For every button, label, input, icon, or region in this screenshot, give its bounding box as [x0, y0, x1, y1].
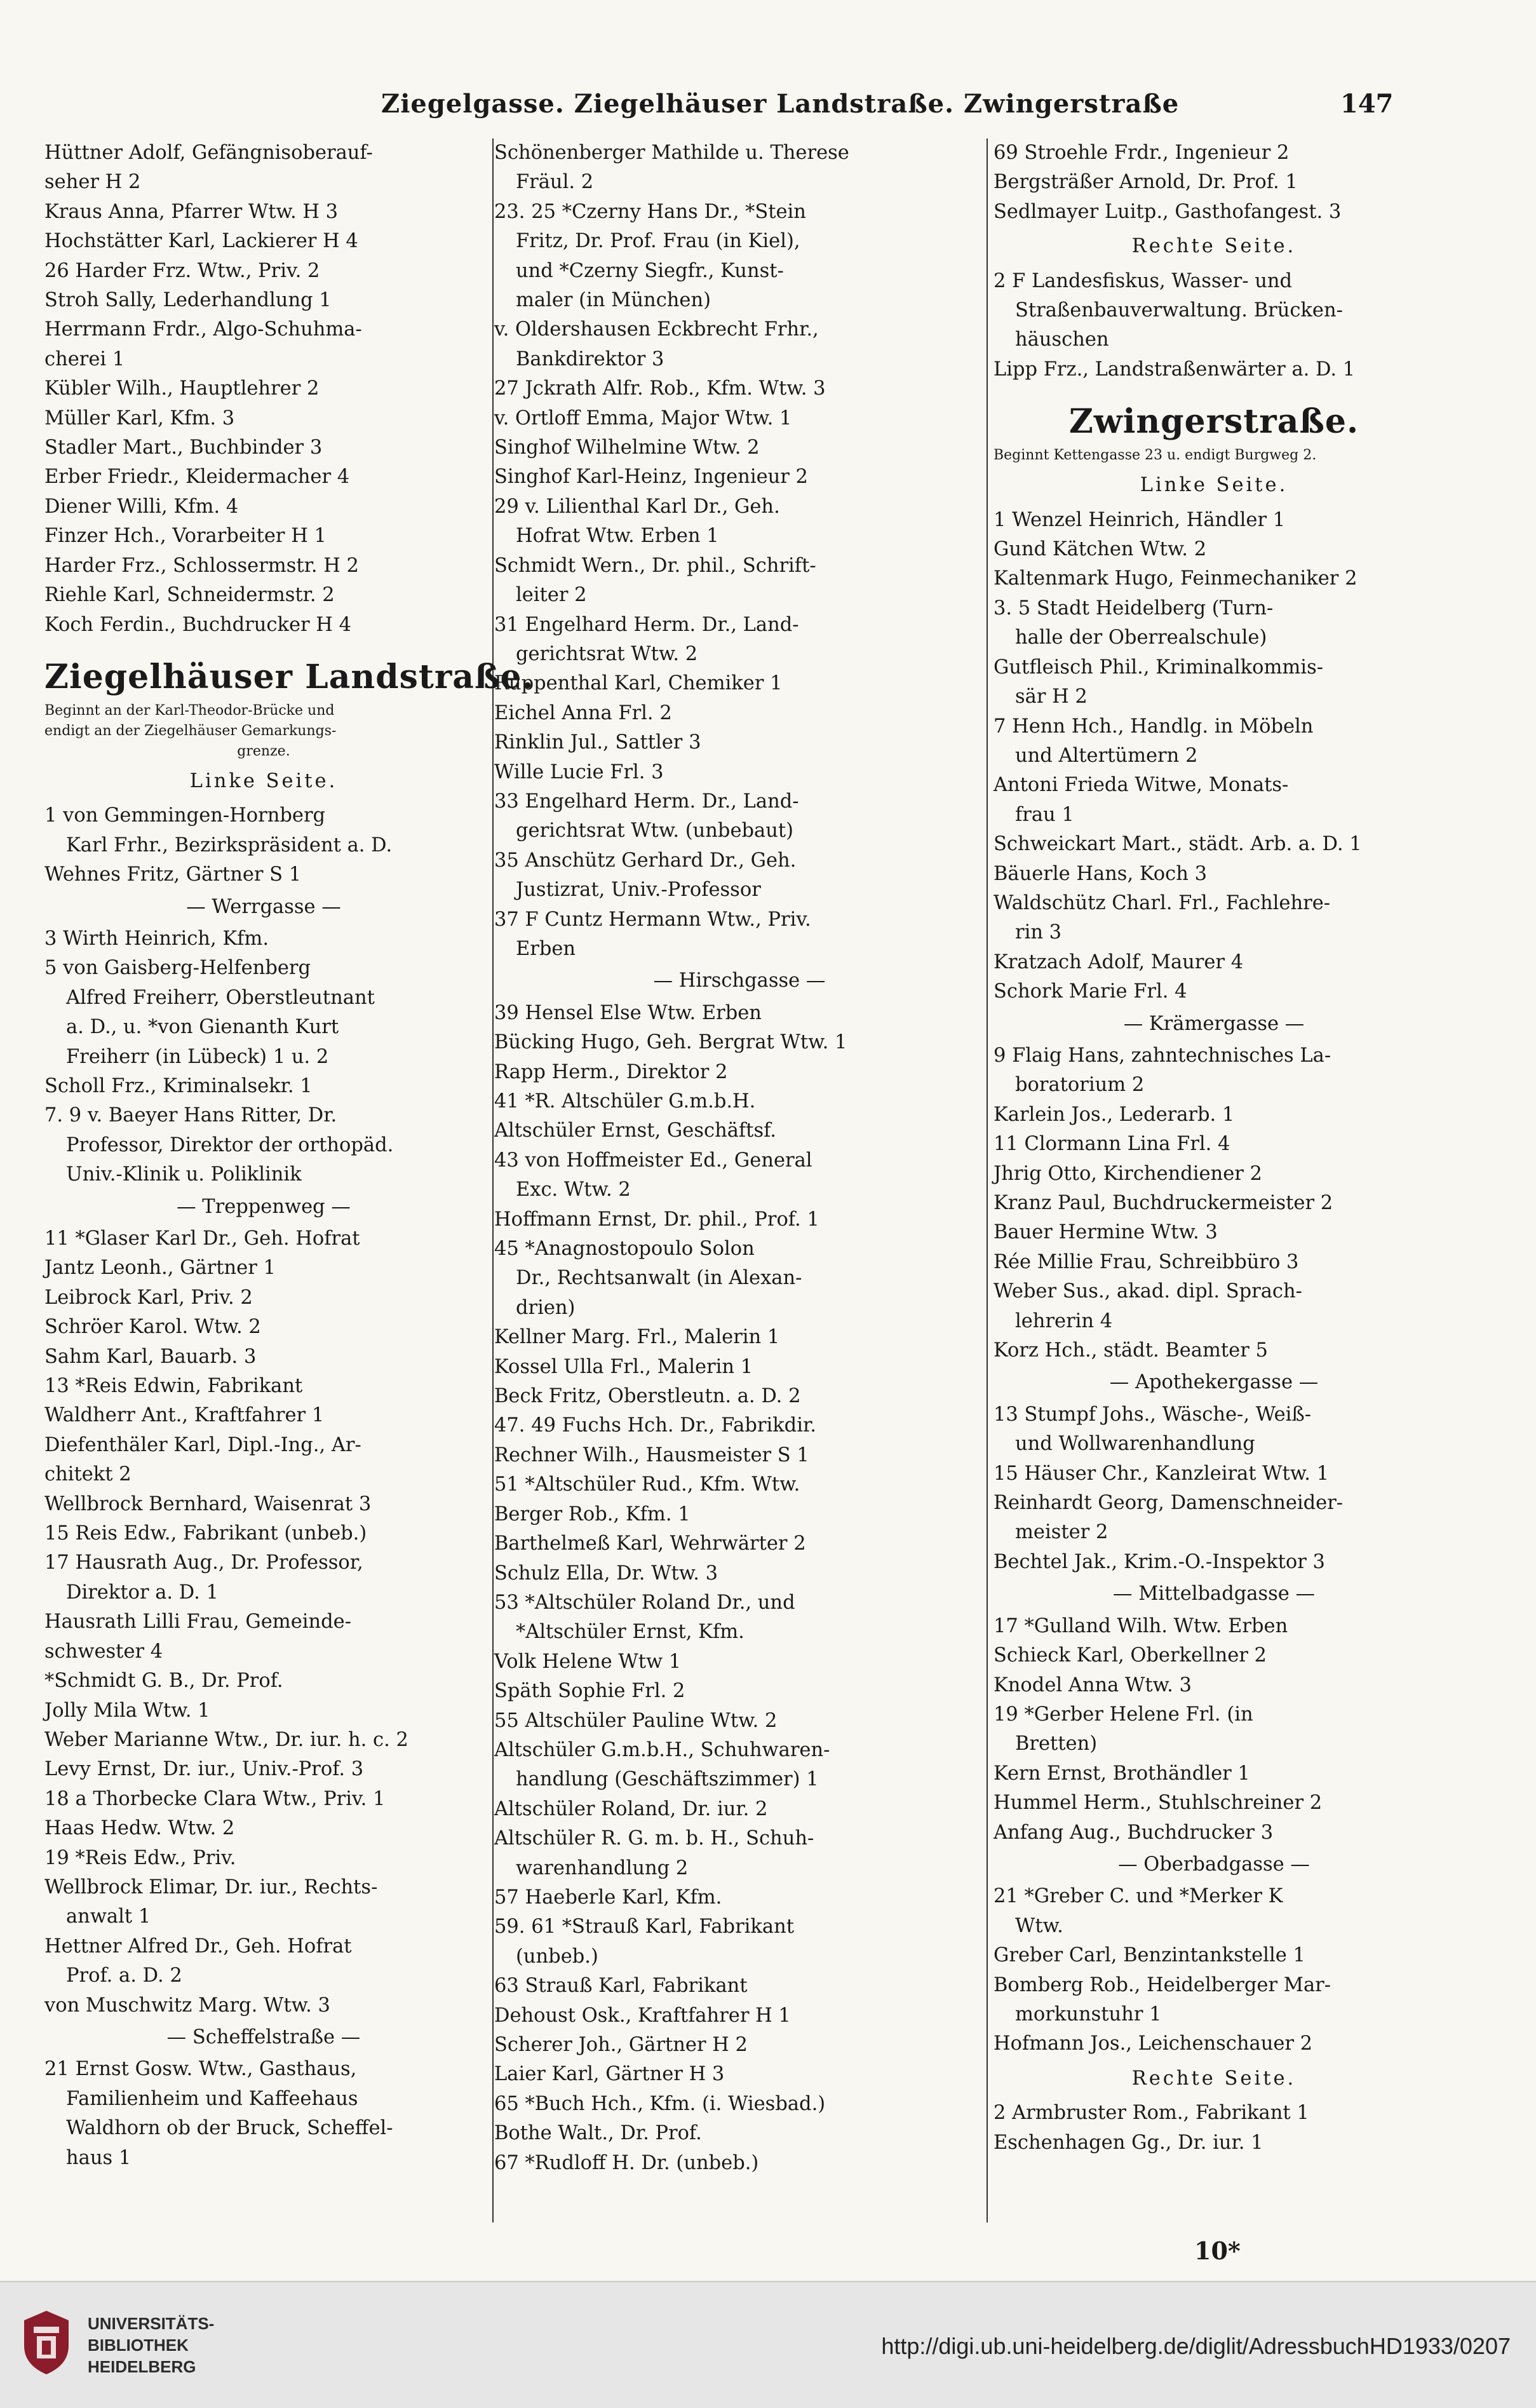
- directory-entry: Lipp Frz., Landstraßenwärter a. D. 1: [994, 358, 1356, 381]
- directory-entry: Diefenthäler Karl, Dipl.-Ing., Ar-: [44, 1433, 361, 1456]
- directory-entry: und Altertümern 2: [1015, 744, 1198, 767]
- directory-entry: Bretten): [1015, 1733, 1098, 1755]
- directory-entry: 19 *Gerber Helene Frl. (in: [994, 1703, 1253, 1726]
- street-note: endigt an der Ziegelhäuser Gemarkungs-: [44, 722, 337, 739]
- directory-entry: Bomberg Rob., Heidelberger Mar-: [994, 1973, 1331, 1996]
- directory-entry: sär H 2: [1015, 686, 1088, 708]
- side-label: Rechte Seite.: [1131, 235, 1297, 258]
- directory-entry: Dehoust Osk., Kraftfahrer H 1: [494, 2004, 791, 2027]
- directory-entry: Fräul. 2: [516, 171, 594, 194]
- directory-entry: meister 2: [1015, 1521, 1108, 1544]
- directory-entry: Hofmann Jos., Leichenschauer 2: [994, 2033, 1313, 2055]
- directory-entry: 43 von Hoffmeister Ed., General: [494, 1149, 812, 1172]
- directory-entry: Wille Lucie Frl. 3: [494, 761, 664, 783]
- directory-entry: 55 Altschüler Pauline Wtw. 2: [494, 1709, 778, 1732]
- directory-entry: Altschüler Ernst, Geschäftsf.: [494, 1119, 776, 1142]
- directory-entry: Sahm Karl, Bauarb. 3: [44, 1345, 257, 1368]
- directory-entry: Anfang Aug., Buchdrucker 3: [994, 1821, 1274, 1844]
- directory-entry: 1 Wenzel Heinrich, Händler 1: [994, 508, 1286, 531]
- directory-entry: Volk Helene Wtw 1: [494, 1650, 682, 1673]
- footer-institution-line: HEIDELBERG: [88, 2357, 196, 2376]
- cross-street-label: — Krämergasse —: [1123, 1012, 1305, 1035]
- cross-street-label: — Mittelbadgasse —: [1113, 1583, 1315, 1606]
- directory-entry: Gutfleisch Phil., Kriminalkommis-: [994, 656, 1324, 679]
- cross-street-label: — Werrgasse —: [186, 895, 341, 918]
- directory-entry: Koch Ferdin., Buchdrucker H 4: [44, 613, 351, 636]
- directory-entry: 17 Hausrath Aug., Dr. Professor,: [44, 1552, 363, 1574]
- directory-entry: Kaltenmark Hugo, Feinmechaniker 2: [994, 567, 1357, 590]
- directory-entry: 69 Stroehle Frdr., Ingenieur 2: [994, 142, 1290, 164]
- cross-street-label: — Apothekergasse —: [1109, 1371, 1319, 1394]
- directory-entry: Kellner Marg. Frl., Malerin 1: [494, 1326, 780, 1349]
- directory-entry: Haas Hedw. Wtw. 2: [44, 1817, 235, 1840]
- directory-entry: Karl Frhr., Bezirkspräsident a. D.: [66, 834, 393, 856]
- directory-entry: drien): [516, 1296, 576, 1319]
- directory-entry: Reinhardt Georg, Damenschneider-: [994, 1492, 1344, 1515]
- directory-entry: lehrerin 4: [1015, 1309, 1113, 1332]
- directory-entry: Kossel Ulla Frl., Malerin 1: [494, 1355, 753, 1378]
- directory-entry: Jhrig Otto, Kirchendiener 2: [994, 1162, 1262, 1185]
- directory-entry: 27 Jckrath Alfr. Rob., Kfm. Wtw. 3: [494, 377, 826, 400]
- directory-entry: Hausrath Lilli Frau, Gemeinde-: [44, 1611, 352, 1634]
- directory-entry: Freiherr (in Lübeck) 1 u. 2: [66, 1045, 329, 1068]
- directory-entry: Wtw.: [1015, 1914, 1063, 1937]
- directory-entry: (unbeb.): [516, 1945, 598, 1968]
- directory-entry: 9 Flaig Hans, zahntechnisches La-: [994, 1044, 1331, 1067]
- directory-entry: 7. 9 v. Baeyer Hans Ritter, Dr.: [44, 1104, 337, 1127]
- column-right: [994, 139, 1434, 2229]
- directory-entry: Hummel Herm., Stuhlschreiner 2: [994, 1792, 1323, 1815]
- directory-entry: 13 *Reis Edwin, Fabrikant: [44, 1375, 303, 1398]
- directory-entry: Schork Marie Frl. 4: [994, 980, 1187, 1003]
- directory-entry: Wellbrock Bernhard, Waisenrat 3: [44, 1492, 372, 1515]
- directory-entry: 31 Engelhard Herm. Dr., Land-: [494, 613, 799, 636]
- directory-entry: Waldhorn ob der Bruck, Scheffel-: [66, 2117, 393, 2140]
- directory-entry: cherei 1: [44, 348, 125, 370]
- column-middle: [494, 139, 985, 2229]
- directory-entry: Antoni Frieda Witwe, Monats-: [994, 774, 1289, 797]
- directory-entry: Exc. Wtw. 2: [516, 1179, 631, 1201]
- directory-entry: Kübler Wilh., Hauptlehrer 2: [44, 377, 320, 400]
- side-label: Rechte Seite.: [1131, 2067, 1297, 2090]
- university-seal-icon: [18, 2308, 75, 2378]
- directory-entry: Prof. a. D. 2: [66, 1965, 182, 1987]
- directory-entry: Fritz, Dr. Prof. Frau (in Kiel),: [516, 230, 800, 253]
- directory-entry: und *Czerny Siegfr., Kunst-: [516, 259, 784, 282]
- directory-entry: 2 Armbruster Rom., Fabrikant 1: [994, 2102, 1309, 2125]
- directory-entry: 2 F Landesfiskus, Wasser- und: [994, 269, 1293, 292]
- directory-entry: Kranz Paul, Buchdruckermeister 2: [994, 1192, 1333, 1214]
- directory-entry: Bäuerle Hans, Koch 3: [994, 862, 1207, 885]
- directory-entry: 35 Anschütz Gerhard Dr., Geh.: [494, 849, 797, 872]
- directory-entry: maler (in München): [516, 289, 711, 312]
- directory-entry: handlung (Geschäftszimmer) 1: [516, 1768, 819, 1791]
- street-heading: Zwingerstraße.: [1068, 402, 1359, 442]
- directory-entry: Kratzach Adolf, Maurer 4: [994, 950, 1244, 973]
- directory-entry: Wellbrock Elimar, Dr. iur., Rechts-: [44, 1876, 378, 1898]
- directory-entry: 65 *Buch Hch., Kfm. (i. Wiesbad.): [494, 2092, 826, 2115]
- directory-entry: und Wollwarenhandlung: [1015, 1433, 1255, 1456]
- directory-entry: 21 Ernst Gosw. Wtw., Gasthaus,: [44, 2058, 357, 2081]
- directory-entry: Wehnes Fritz, Gärtner S 1: [44, 863, 302, 886]
- directory-entry: 37 F Cuntz Hermann Wtw., Priv.: [494, 908, 811, 931]
- directory-entry: Rapp Herm., Direktor 2: [494, 1060, 728, 1083]
- directory-entry: Sedlmayer Luitp., Gasthofangest. 3: [994, 200, 1342, 223]
- directory-entry: Altschüler G.m.b.H., Schuhwaren-: [494, 1738, 830, 1761]
- directory-entry: Hoffmann Ernst, Dr. phil., Prof. 1: [494, 1208, 819, 1231]
- directory-entry: schwester 4: [44, 1640, 163, 1663]
- directory-entry: Korz Hch., städt. Beamter 5: [994, 1339, 1268, 1362]
- directory-entry: Rechner Wilh., Hausmeister S 1: [494, 1444, 809, 1466]
- cross-street-label: — Hirschgasse —: [653, 970, 826, 992]
- directory-entry: 5 von Gaisberg-Helfenberg: [44, 957, 311, 980]
- directory-entry: 21 *Greber C. und *Merker K: [994, 1885, 1283, 1908]
- side-label: Linke Seite.: [1140, 474, 1288, 497]
- directory-entry: häuschen: [1015, 328, 1109, 351]
- directory-entry: Berger Rob., Kfm. 1: [494, 1503, 691, 1525]
- directory-entry: Straßenbauverwaltung. Brücken-: [1015, 299, 1343, 322]
- directory-entry: Laier Karl, Gärtner H 3: [494, 2063, 725, 2086]
- directory-entry: Singhof Wilhelmine Wtw. 2: [494, 436, 760, 459]
- directory-entry: Erber Friedr., Kleidermacher 4: [44, 466, 350, 489]
- directory-entry: Bauer Hermine Wtw. 3: [994, 1221, 1218, 1244]
- directory-entry: Bücking Hugo, Geh. Bergrat Wtw. 1: [494, 1031, 847, 1054]
- directory-entry: Knodel Anna Wtw. 3: [994, 1674, 1192, 1696]
- directory-entry: Bankdirektor 3: [516, 348, 664, 370]
- directory-entry: 57 Haeberle Karl, Kfm.: [494, 1886, 722, 1909]
- directory-entry: Familienheim und Kaffeehaus: [66, 2087, 358, 2110]
- directory-entry: Schulz Ella, Dr. Wtw. 3: [494, 1562, 718, 1585]
- directory-entry: warenhandlung 2: [516, 1857, 689, 1879]
- directory-entry: Stroh Sally, Lederhandlung 1: [44, 289, 332, 312]
- street-note: grenze.: [237, 743, 290, 759]
- directory-entry: leiter 2: [516, 584, 587, 607]
- footer-institution-line: UNIVERSITÄTS-: [88, 2314, 215, 2333]
- directory-entry: Altschüler Roland, Dr. iur. 2: [494, 1797, 768, 1820]
- directory-entry: 45 *Anagnostopoulo Solon: [494, 1238, 755, 1261]
- directory-entry: haus 1: [66, 2146, 131, 2169]
- directory-entry: 11 *Glaser Karl Dr., Geh. Hofrat: [44, 1228, 360, 1250]
- directory-entry: Müller Karl, Kfm. 3: [44, 407, 235, 430]
- street-heading: Ziegelhäuser Landstraße.: [44, 657, 534, 696]
- directory-entry: 41 *R. Altschüler G.m.b.H.: [494, 1090, 756, 1113]
- directory-entry: Weber Sus., akad. dipl. Sprach-: [994, 1280, 1302, 1303]
- directory-entry: Hettner Alfred Dr., Geh. Hofrat: [44, 1935, 352, 1958]
- source-url-link[interactable]: http://digi.ub.uni-heidelberg.de/diglit/AdressbuchHD1933/0207: [881, 2333, 1511, 2359]
- directory-entry: Professor, Direktor der orthopäd.: [66, 1133, 394, 1156]
- directory-entry: seher H 2: [44, 171, 141, 194]
- directory-entry: Jolly Mila Wtw. 1: [44, 1699, 210, 1722]
- directory-entry: 7 Henn Hch., Handlg. in Möbeln: [994, 715, 1314, 738]
- directory-entry: Scholl Frz., Kriminalsekr. 1: [44, 1074, 313, 1097]
- directory-entry: Schieck Karl, Oberkellner 2: [994, 1644, 1267, 1667]
- directory-entry: Kern Ernst, Brothändler 1: [994, 1762, 1250, 1785]
- directory-entry: 15 Häuser Chr., Kanzleirat Wtw. 1: [994, 1462, 1330, 1485]
- directory-entry: Gund Kätchen Wtw. 2: [994, 538, 1207, 561]
- cross-street-label: — Treppenweg —: [177, 1195, 351, 1218]
- directory-entry: 3 Wirth Heinrich, Kfm.: [44, 927, 269, 950]
- directory-entry: 51 *Altschüler Rud., Kfm. Wtw.: [494, 1473, 800, 1496]
- directory-entry: morkunstuhr 1: [1015, 2003, 1162, 2026]
- directory-entry: Scherer Joh., Gärtner H 2: [494, 2034, 748, 2056]
- directory-entry: 53 *Altschüler Roland Dr., und: [494, 1591, 795, 1614]
- directory-entry: halle der Oberrealschule): [1015, 626, 1267, 649]
- directory-entry: 15 Reis Edw., Fabrikant (unbeb.): [44, 1522, 367, 1545]
- directory-entry: Riehle Karl, Schneidermstr. 2: [44, 584, 335, 607]
- directory-entry: v. Ortloff Emma, Major Wtw. 1: [494, 407, 792, 430]
- directory-entry: Jantz Leonh., Gärtner 1: [44, 1257, 276, 1280]
- directory-entry: Hofrat Wtw. Erben 1: [516, 525, 719, 548]
- directory-entry: Rinklin Jul., Sattler 3: [494, 731, 701, 754]
- directory-entry: 19 *Reis Edw., Priv.: [44, 1846, 236, 1869]
- directory-entry: Beck Fritz, Oberstleutn. a. D. 2: [494, 1385, 801, 1408]
- directory-entry: anwalt 1: [66, 1905, 151, 1928]
- directory-entry: Bothe Walt., Dr. Prof.: [494, 2122, 702, 2145]
- directory-entry: Erben: [516, 937, 576, 960]
- directory-entry: 29 v. Lilienthal Karl Dr., Geh.: [494, 495, 780, 518]
- directory-entry: Singhof Karl-Heinz, Ingenieur 2: [494, 466, 808, 489]
- directory-entry: 23. 25 *Czerny Hans Dr., *Stein: [494, 200, 806, 223]
- cross-street-label: — Oberbadgasse —: [1118, 1853, 1310, 1876]
- directory-entry: Alfred Freiherr, Oberstleutnant: [66, 986, 375, 1009]
- directory-entry: Hochstätter Karl, Lackierer H 4: [44, 230, 358, 253]
- directory-entry: v. Oldershausen Eckbrecht Frhr.,: [494, 318, 819, 341]
- directory-entry: Schmidt Wern., Dr. phil., Schrift-: [494, 554, 816, 577]
- directory-entry: 39 Hensel Else Wtw. Erben: [494, 1001, 762, 1024]
- directory-entry: Späth Sophie Frl. 2: [494, 1680, 685, 1703]
- directory-entry: 17 *Gulland Wilh. Wtw. Erben: [994, 1614, 1288, 1637]
- directory-entry: gerichtsrat Wtw. 2: [516, 642, 698, 665]
- directory-entry: 67 *Rudloff H. Dr. (unbeb.): [494, 2151, 759, 2174]
- directory-entry: Eschenhagen Gg., Dr. iur. 1: [994, 2131, 1263, 2154]
- directory-entry: Eichel Anna Frl. 2: [494, 701, 672, 724]
- directory-entry: Diener Willi, Kfm. 4: [44, 495, 239, 518]
- directory-entry: Stadler Mart., Buchbinder 3: [44, 436, 323, 459]
- directory-entry: 63 Strauß Karl, Fabrikant: [494, 1975, 748, 1998]
- signature-mark: 10*: [1194, 2236, 1241, 2265]
- cross-street-label: — Scheffelstraße —: [166, 2026, 361, 2048]
- directory-entry: Ruppenthal Karl, Chemiker 1: [494, 672, 783, 695]
- page-number: 147: [1340, 89, 1394, 119]
- directory-columns: [44, 139, 1391, 2229]
- directory-entry: 59. 61 *Strauß Karl, Fabrikant: [494, 1916, 794, 1938]
- running-head: Ziegelgasse. Ziegelhäuser Landstraße. Zwingerstraße: [381, 89, 1180, 119]
- footer-bar: [0, 2281, 1536, 2408]
- directory-entry: 18 a Thorbecke Clara Wtw., Priv. 1: [44, 1787, 386, 1810]
- directory-entry: Waldschütz Charl. Frl., Fachlehre-: [994, 891, 1331, 914]
- directory-entry: 26 Harder Frz. Wtw., Priv. 2: [44, 259, 320, 282]
- directory-entry: Direktor a. D. 1: [66, 1581, 219, 1604]
- directory-entry: Hüttner Adolf, Gefängnisoberauf-: [44, 142, 373, 164]
- directory-entry: von Muschwitz Marg. Wtw. 3: [44, 1994, 330, 2017]
- directory-entry: 3. 5 Stadt Heidelberg (Turn-: [994, 597, 1274, 619]
- street-note: Beginnt Kettengasse 23 u. endigt Burgweg 2.: [994, 447, 1317, 464]
- directory-entry: 33 Engelhard Herm. Dr., Land-: [494, 790, 799, 813]
- directory-entry: Greber Carl, Benzintankstelle 1: [994, 1944, 1305, 1967]
- directory-entry: Bechtel Jak., Krim.-O.-Inspektor 3: [994, 1550, 1325, 1573]
- directory-entry: Altschüler R. G. m. b. H., Schuh-: [494, 1827, 814, 1850]
- directory-entry: rin 3: [1015, 921, 1062, 944]
- directory-entry: Harder Frz., Schlossermstr. H 2: [44, 554, 359, 577]
- directory-entry: Univ.-Klinik u. Poliklinik: [66, 1163, 302, 1186]
- directory-entry: Schönenberger Mathilde u. Therese: [494, 142, 849, 164]
- column-left: [44, 139, 534, 2229]
- directory-entry: boratorium 2: [1015, 1074, 1145, 1097]
- directory-entry: *Schmidt G. B., Dr. Prof.: [44, 1670, 283, 1693]
- directory-entry: 47. 49 Fuchs Hch. Dr., Fabrikdir.: [494, 1414, 816, 1437]
- directory-entry: frau 1: [1015, 803, 1074, 826]
- directory-entry: Rée Millie Frau, Schreibbüro 3: [994, 1250, 1299, 1273]
- directory-entry: Justizrat, Univ.-Professor: [516, 879, 761, 902]
- directory-entry: Levy Ernst, Dr. iur., Univ.-Prof. 3: [44, 1758, 364, 1781]
- directory-entry: Waldherr Ant., Kraftfahrer 1: [44, 1404, 325, 1427]
- directory-entry: Schröer Karol. Wtw. 2: [44, 1316, 261, 1339]
- directory-entry: a. D., u. *von Gienanth Kurt: [66, 1016, 339, 1039]
- directory-entry: Kraus Anna, Pfarrer Wtw. H 3: [44, 200, 339, 223]
- directory-entry: *Altschüler Ernst, Kfm.: [516, 1621, 744, 1644]
- directory-entry: 11 Clormann Lina Frl. 4: [994, 1133, 1230, 1156]
- directory-entry: Schweickart Mart., städt. Arb. a. D. 1: [994, 833, 1362, 856]
- directory-entry: Karlein Jos., Lederarb. 1: [994, 1103, 1235, 1126]
- directory-entry: chitekt 2: [44, 1463, 131, 1486]
- directory-entry: Leibrock Karl, Priv. 2: [44, 1286, 253, 1309]
- side-label: Linke Seite.: [189, 769, 338, 792]
- street-note: Beginnt an der Karl-Theodor-Brücke und: [44, 702, 335, 719]
- directory-entry: 1 von Gemmingen-Hornberg: [44, 804, 326, 827]
- footer-institution: [88, 2313, 214, 2378]
- directory-entry: Dr., Rechtsanwalt (in Alexan-: [516, 1267, 802, 1290]
- directory-entry: gerichtsrat Wtw. (unbebaut): [516, 820, 794, 842]
- footer-institution-line: BIBLIOTHEK: [88, 2336, 189, 2355]
- directory-entry: 13 Stumpf Johs., Wäsche-, Weiß-: [994, 1403, 1312, 1426]
- directory-entry: Bergsträßer Arnold, Dr. Prof. 1: [994, 171, 1298, 194]
- directory-entry: Finzer Hch., Vorarbeiter H 1: [44, 525, 327, 548]
- directory-entry: Barthelmeß Karl, Wehrwärter 2: [494, 1532, 806, 1555]
- directory-entry: Herrmann Frdr., Algo-Schuhma-: [44, 318, 362, 341]
- directory-entry: Weber Marianne Wtw., Dr. iur. h. c. 2: [44, 1728, 408, 1751]
